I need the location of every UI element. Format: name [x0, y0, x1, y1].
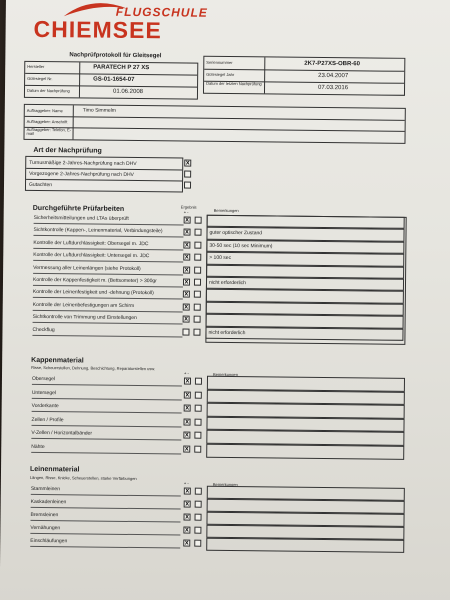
kappe-checkbox-minus[interactable]	[195, 378, 202, 385]
customer-name-value: Timo Simmelm	[82, 107, 116, 114]
kappe-checkbox-minus[interactable]	[195, 405, 202, 412]
pruef-item-label: Sichtkontrolle (Kappen-, Leinenmaterial, Verbindungsteile)	[33, 227, 163, 235]
manufacturer-label: Hersteller	[27, 63, 45, 70]
pruef-row-underline	[33, 310, 183, 313]
leinen-col-result-sub: + -	[183, 480, 189, 486]
art-checkbox-gutachten[interactable]	[184, 182, 191, 189]
pruef-row-underline	[33, 235, 183, 238]
kappe-checkbox-plus[interactable]: x	[185, 404, 190, 412]
kappe-item-label: Nähte	[31, 443, 45, 451]
leinen-checkbox-minus[interactable]	[195, 501, 202, 508]
kappe-checkbox-minus[interactable]	[194, 432, 201, 439]
header-left-block	[24, 61, 198, 100]
seal-number-value: GS-01-1654-07	[93, 76, 135, 83]
pruef-checkbox-plus[interactable]: x	[184, 253, 189, 261]
leinen-item-label: Einschläufungen	[30, 537, 68, 545]
pruef-item-label: Kontrolle der Luftdurchlässigkeit: Untersegel m. JDC	[33, 252, 150, 260]
leinen-item-label: Stammleinen	[30, 485, 61, 493]
kappe-checkbox-minus[interactable]	[195, 418, 202, 425]
pruef-row-underline	[33, 273, 183, 276]
serial-label: Seriennummer	[206, 59, 233, 66]
last-check-value: 07.03.2016	[318, 84, 349, 92]
kappe-col-remarks: Bemerkungen	[213, 371, 238, 378]
kappe-heading: Kappenmaterial	[31, 356, 84, 365]
leinen-checkbox-plus[interactable]: x	[184, 526, 189, 534]
kappe-row-underline	[32, 411, 182, 414]
pruef-item-label: Kontrolle der Leinenbefestigungen am Schirm	[32, 301, 135, 309]
leinen-checkbox-minus[interactable]	[195, 488, 202, 495]
art-checkbox-vorgezogen[interactable]	[184, 171, 191, 178]
pruef-checkbox-plus[interactable]: x	[184, 290, 189, 298]
kappe-row-underline	[32, 384, 182, 387]
pruef-checkbox-minus[interactable]	[193, 328, 200, 335]
leinen-item-label: Vernähungen	[30, 524, 61, 532]
pruef-row-underline	[33, 248, 183, 251]
kappe-item-label: Vorderkante	[31, 403, 59, 410]
pruef-col-result-sub: + -	[183, 209, 189, 215]
seal-year-label: Gütesiegel Jahr	[206, 71, 235, 78]
pruef-checkbox-plus[interactable]: x	[185, 216, 190, 224]
pruef-checkbox-minus[interactable]	[194, 279, 201, 286]
last-check-label: Datum der letzten Nachprüfung	[206, 80, 262, 87]
pruef-checkbox-plus[interactable]: x	[184, 266, 189, 274]
pruef-row-underline	[33, 297, 183, 300]
seal-year-value: 23.04.2007	[318, 72, 349, 80]
pruef-remarks-box	[205, 215, 406, 345]
pruef-checkbox-plus[interactable]: x	[184, 303, 189, 311]
kappe-checkbox-plus[interactable]: x	[184, 445, 189, 453]
kappe-checkbox-plus[interactable]: x	[185, 391, 190, 399]
pruef-remark-field[interactable]: guter optischer Zustand	[206, 227, 404, 241]
pruef-checkbox-plus[interactable]: x	[184, 278, 189, 286]
pruef-checkbox-plus[interactable]	[182, 328, 189, 335]
pruef-row-underline	[33, 260, 183, 263]
leinen-row-underline	[31, 494, 181, 497]
kappe-item-label: Untersegel	[31, 389, 57, 396]
manufacturer-value: PARATECH P 27 XS	[93, 64, 150, 72]
leinen-item-label: Kaskadenleinen	[30, 498, 67, 506]
document-title: Nachprüfprotokoll für Gleitsegel	[69, 52, 162, 60]
art-item-turnus: Turnusmäßige 2-Jahres-Nachprüfung nach DHV	[29, 159, 137, 168]
art-item-gutachten: Gutachten	[28, 181, 53, 189]
pruef-checkbox-plus[interactable]: x	[184, 315, 189, 323]
kappe-col-result-sub: + -	[184, 370, 189, 376]
leinen-checkbox-plus[interactable]: x	[185, 500, 190, 508]
pruef-item-label: Kontrolle der Kappenfestigkeit m. (Bettsometer) > 300gr	[32, 276, 157, 285]
serial-value: 2K7-P27XS-OBR-60	[304, 60, 361, 68]
pruef-checkbox-minus[interactable]	[194, 316, 201, 323]
pruef-checkbox-minus[interactable]	[195, 217, 202, 224]
kappe-remark-field[interactable]	[206, 444, 404, 460]
pruef-row-underline	[32, 335, 182, 338]
leinen-subheading: Längen, Risse, Knicke, Scheuerstellen, starke Verfärbungen	[29, 474, 137, 482]
leinen-row-underline	[31, 507, 181, 510]
leinen-row-underline	[30, 546, 180, 549]
leinen-checkbox-minus[interactable]	[195, 514, 202, 521]
pruef-checkbox-minus[interactable]	[194, 266, 201, 273]
leinen-checkbox-plus[interactable]: x	[185, 513, 190, 521]
pruef-checkbox-minus[interactable]	[194, 229, 201, 236]
customer-phone-label: Auftraggeber: Telefon, E-mail	[26, 126, 72, 136]
kappe-item-label: Zellen / Profile	[31, 416, 64, 424]
pruef-item-label: Kontrolle der Luftdurchlässigkeit: Obersegel m. JDC	[33, 239, 149, 247]
leinen-item-label: Bremsleinen	[30, 511, 59, 519]
pruef-remark-field[interactable]: > 100 sec	[206, 252, 404, 266]
pruef-row-underline	[33, 285, 183, 288]
customer-address-label: Auftraggeber: Anschrift	[26, 118, 68, 125]
art-item-vorgezogen: Vorgezogene 2-Jahres-Nachprüfung nach DHV	[29, 170, 134, 178]
pruef-remark-field[interactable]: nicht erforderlich	[206, 277, 404, 291]
seal-number-label: Gütesiegel Nr.	[27, 75, 53, 82]
pruef-item-label: Kontrolle der Leinenfestigkeit und -dehnung (Protokoll)	[32, 289, 154, 297]
pruef-remark-field[interactable]: 30-50 sec (10 sec Minimum)	[206, 240, 404, 254]
pruef-row-underline	[33, 322, 183, 325]
pruef-checkbox-minus[interactable]	[194, 291, 201, 298]
logo-flugschule: FLUGSCHULE	[115, 4, 208, 20]
customer-name-label: Auftraggeber: Name	[26, 107, 63, 114]
kappe-subheading: Risse, Scheuerstellen, Dehnung, Beschichtung, Reparaturstellen usw.	[31, 364, 156, 372]
art-checkbox-turnus[interactable]: x	[185, 159, 190, 167]
leinen-checkbox-minus[interactable]	[194, 540, 201, 547]
check-date-value: 01.06.2008	[112, 88, 144, 96]
kappe-checkbox-plus[interactable]: x	[184, 431, 189, 439]
leinen-checkbox-plus[interactable]: x	[184, 539, 189, 547]
pruef-checkbox-minus[interactable]	[194, 254, 201, 261]
pruef-item-label: Vermessung aller Leinenlängen (siehe Protokoll)	[33, 264, 141, 272]
kappe-row-underline	[31, 438, 181, 441]
pruef-col-remarks: Bemerkungen	[213, 207, 239, 214]
leinen-remark-field[interactable]	[206, 538, 404, 553]
art-heading: Art der Nachprüfung	[33, 146, 102, 155]
kappe-checkbox-plus[interactable]: x	[185, 377, 190, 385]
kappe-checkbox-plus[interactable]: x	[185, 418, 190, 426]
pruef-item-label: Sicherheitsmitteilungen und LTAs überprüft	[33, 214, 129, 222]
leinen-checkbox-plus[interactable]: x	[185, 487, 190, 495]
pruef-checkbox-plus[interactable]: x	[184, 241, 189, 249]
leinen-row-underline	[30, 520, 180, 523]
leinen-heading: Leinenmaterial	[29, 465, 80, 474]
pruef-remark-field[interactable]: nicht erforderlich	[205, 326, 403, 340]
header-right-block	[203, 56, 405, 96]
pruef-checkbox-minus[interactable]	[194, 241, 201, 248]
check-date-label: Datum der Nachprüfung	[26, 87, 70, 94]
logo-chiemsee: CHIEMSEE	[33, 15, 162, 44]
leinen-checkbox-minus[interactable]	[194, 527, 201, 534]
pruef-heading: Durchgeführte Prüfarbeiten	[32, 204, 125, 213]
kappe-checkbox-minus[interactable]	[195, 391, 202, 398]
pruef-checkbox-plus[interactable]: x	[185, 228, 190, 236]
pruef-row-underline	[34, 223, 184, 226]
kappe-row-underline	[32, 398, 182, 401]
leinen-row-underline	[30, 533, 180, 536]
pruef-col-result: Ergebnis	[180, 204, 197, 210]
kappe-row-underline	[31, 425, 181, 428]
pruef-checkbox-minus[interactable]	[194, 303, 201, 310]
art-table	[25, 156, 183, 193]
customer-block	[23, 104, 405, 144]
pruef-item-label: Checkflug	[32, 326, 55, 333]
kappe-item-label: Obersegel	[31, 375, 56, 383]
kappe-checkbox-minus[interactable]	[194, 446, 201, 453]
kappe-row-underline	[31, 452, 181, 455]
kappe-item-label: V-Zellen / Horizontalbänder	[31, 430, 93, 437]
leinen-col-remarks: Bemerkungen	[212, 481, 238, 488]
pruef-item-label: Sichtkontrolle von Trimmung und Einstellungen	[32, 314, 137, 322]
